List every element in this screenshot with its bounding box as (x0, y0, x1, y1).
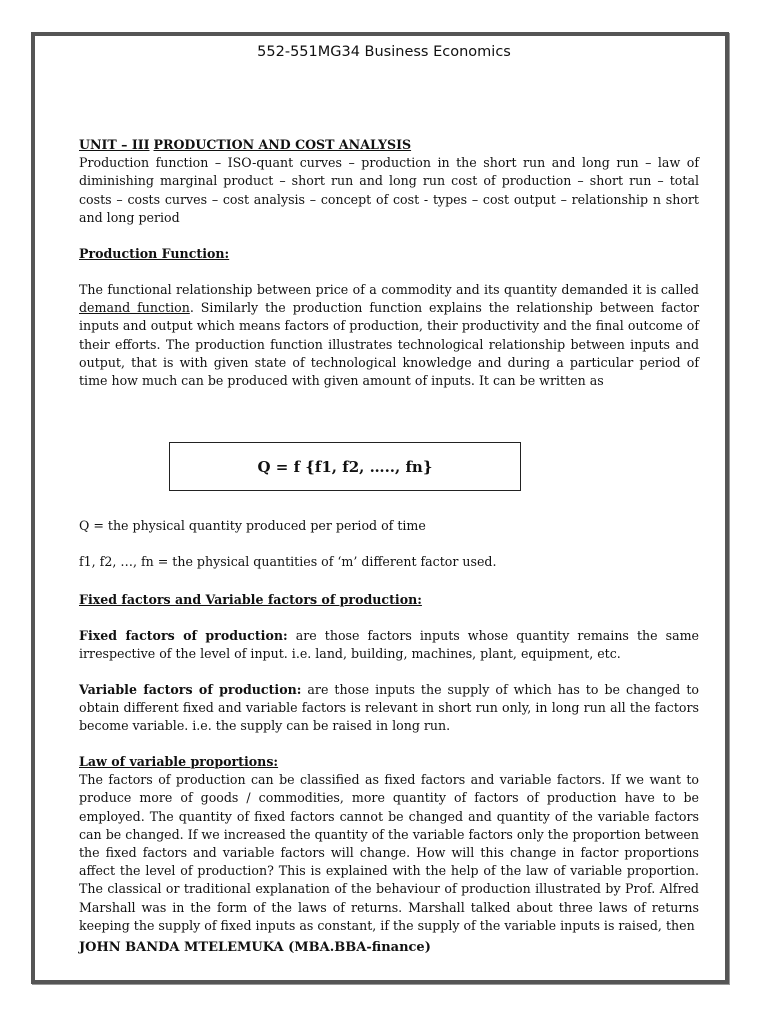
formula-box (169, 442, 521, 491)
factors-heading-block (79, 591, 699, 609)
fixed-factors-paragraph (79, 627, 699, 663)
unit-title: PRODUCTION AND COST ANALYSIS (153, 137, 412, 152)
production-function-heading: Production Function: (79, 246, 230, 261)
unit-syllabus: Production function – ISO-quant curves – production in the short run and long run – law of diminishing marginal product – short run and long run cost of production – short run – total costs – costs curves – cost analysis – concept of cost - types – cost output – relationship n short and long period (79, 155, 699, 225)
variable-factors-label: Variable factors of production: (79, 682, 302, 697)
law-heading: Law of variable proportions: (79, 754, 279, 769)
intro-continued-text: . Similarly the production function explains the relationship between factor inputs and output which means factors of production, their productivity and the final outcome of their efforts. The production function illustrates technological relationship between inputs and output, that is with given state of technological knowledge and during a particular period of time how much can be produced with given amount of inputs. It can be written as (79, 300, 699, 389)
variable-factors-block (79, 681, 699, 736)
document-footer: JOHN BANDA MTELEMUKA (MBA.BBA-finance) (79, 940, 431, 955)
demand-function-link: demand function (79, 300, 190, 316)
production-function-paragraph-block (79, 281, 699, 390)
law-paragraph: The factors of production can be classified as fixed factors and variable factors. If we want to produce more of goods / commodities, more quantity of factors of production have to be employed. The quantity of fixed factors cannot be changed and quantity of the variable factors can be changed. If we increased the quantity of the variable factors only the proportion between the fixed factors and variable factors will change. How will this change in factor proportions affect the level of production? This is explained with the help of the law of variable proportion. The classical or traditional explanation of the behaviour of production illustrated by Prof. Alfred Marshall was in the form of the laws of returns. Marshall talked about three laws of returns keeping the supply of fixed inputs as constant, if the supply of the variable inputs is raised, then (79, 772, 699, 933)
law-heading-row (79, 753, 699, 771)
unit-section (79, 136, 699, 227)
definition-f-block (79, 553, 699, 571)
factors-heading: Fixed factors and Variable factors of production: (79, 592, 422, 607)
definition-f: f1, f2, …, fn = the physical quantities of ‘m’ different factor used. (79, 554, 497, 569)
document-header: 552-551MG34 Business Economics (257, 44, 511, 60)
unit-label: UNIT – III (79, 137, 150, 152)
production-function-heading-block (79, 245, 699, 263)
production-formula: Q = f {f1, f2, ….., fn} (257, 457, 433, 476)
law-section (79, 753, 699, 935)
fixed-factors-block (79, 627, 699, 663)
production-function-paragraph (79, 281, 699, 390)
definition-q-block (79, 517, 699, 535)
intro-text: The functional relationship between price of a commodity and its quantity demanded it is called (79, 282, 699, 297)
variable-factors-text: are those inputs the supply of which has to be changed to obtain different fixed and variable factors is relevant in short run only, in long run all the factors become variable. i.e. the supply can be raised in long run. (79, 682, 699, 734)
definition-q: Q = the physical quantity produced per period of time (79, 518, 426, 533)
fixed-factors-label: Fixed factors of production: (79, 628, 288, 643)
unit-heading (79, 136, 699, 154)
variable-factors-paragraph (79, 681, 699, 736)
fixed-factors-text: are those factors inputs whose quantity remains the same irrespective of the level of input. i.e. land, building, machines, plant, equipment, etc. (79, 628, 699, 662)
